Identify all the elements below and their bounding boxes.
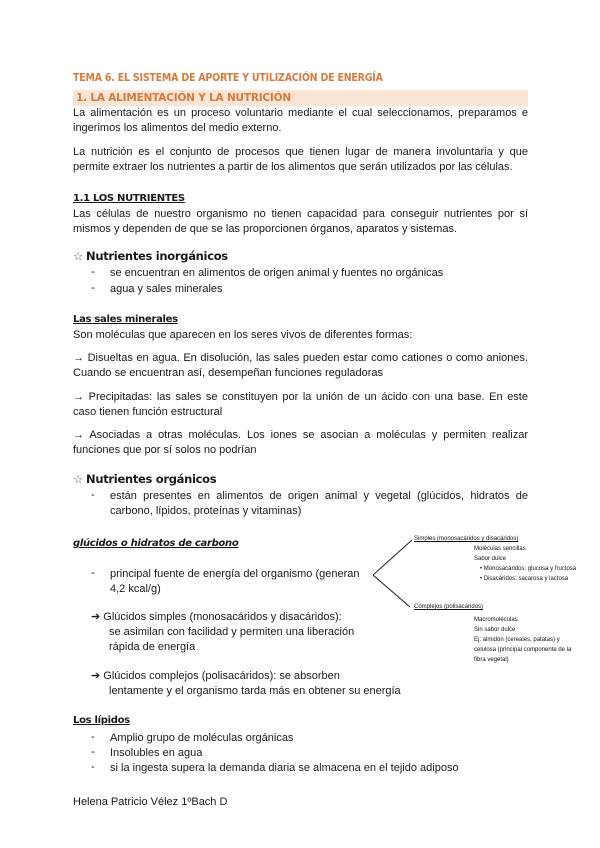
list-item: agua y sales minerales <box>110 283 223 295</box>
heading-inorganicos <box>73 249 228 263</box>
text-line: La nutrición es el conjunto de procesos que tienen lugar de manera involuntaria y que <box>73 146 528 158</box>
dash-bullet: - <box>91 489 95 501</box>
text-line: 4,2 kcal/g) <box>110 583 161 595</box>
text-line: ingerimos los alimentos del medio externo. <box>73 122 282 134</box>
subheading-sales: Las sales minerales <box>73 314 178 325</box>
dash-bullet: - <box>91 567 95 579</box>
paragraph-asociadas <box>73 428 528 458</box>
subheading-nutrientes: 1.1 LOS NUTRIENTES <box>73 193 185 204</box>
list-item <box>91 610 354 655</box>
text-line: funciones que por sí solos no podrían <box>73 444 257 456</box>
text-line: → Disueltas en agua. En disolución, las sales pueden estar como cationes o como aniones. <box>73 352 528 364</box>
sales-intro: Son moléculas que aparecen en los seres vivos de diferentes formas: <box>73 329 413 341</box>
subheading-glucidos: glúcidos o hidratos de carbono <box>73 538 239 549</box>
paragraph-nutrientes <box>73 207 528 237</box>
text-line: → Precipitadas: las sales se constituyen por la unión de un ácido con una base. En este <box>73 391 528 403</box>
diagram-text: Sabor dulce <box>474 556 507 562</box>
section-heading: 1. LA ALIMENTACIÓN Y LA NUTRICIÓN <box>76 92 291 104</box>
diagram-text: Macromoléculas <box>474 617 518 623</box>
diagram-text: • Monosacáridos: glucosa y fructosa <box>480 566 577 572</box>
page-footer: Helena Patricio Vélez 1ºBach D <box>73 796 228 808</box>
text-line: están presentes en alimentos de origen animal y vegetal (glúcidos, hidratos de <box>110 490 528 502</box>
text-line: caso tienen función estructural <box>73 406 223 418</box>
text-line: principal fuente de energía del organismo (generan <box>110 568 360 580</box>
text-line: permite extraer los nutrientes a partir de los alimentos que serán utilizados por las células. <box>73 161 513 173</box>
list-item: Amplio grupo de moléculas orgánicas <box>110 732 294 744</box>
diagram-text: Sin sabor dulce <box>474 627 516 633</box>
paragraph-disueltas <box>73 351 528 381</box>
heading-text: Nutrientes inorgánicos <box>86 249 228 263</box>
diagram-text: Moléculas sencillas <box>474 546 526 552</box>
paragraph-nutricion <box>73 145 528 175</box>
dash-bullet: - <box>91 282 95 294</box>
paragraph-precipitadas <box>73 390 528 420</box>
star-icon: ☆ <box>73 472 84 486</box>
text-line: Las células de nuestro organismo no tienen capacidad para conseguir nutrientes por sí <box>73 208 528 220</box>
diagram-text: fibra vegetal) <box>474 657 509 663</box>
diagram-text: celulosa (principal componente de la <box>474 647 572 653</box>
list-item <box>91 669 401 699</box>
text-line: ➔ Glúcidos complejos (polisacáridos): se absorben <box>91 670 340 682</box>
document-title: TEMA 6. EL SISTEMA DE APORTE Y UTILIZACIÓN DE ENERGÍA <box>73 72 383 84</box>
star-icon: ☆ <box>73 249 84 263</box>
text-line: → Asociadas a otras moléculas. Los iones se asocian a moléculas y permiten realizar <box>73 429 528 441</box>
list-item <box>110 567 360 597</box>
list-item: Insolubles en agua <box>110 747 203 759</box>
text-line: mismos y dependen de que se las proporcionen órganos, aparatos y sistemas. <box>73 223 457 235</box>
text-line: rápida de energía <box>109 641 196 653</box>
text-line: ➔ Glúcidos simples (monosacáridos y disacáridos): <box>91 611 342 623</box>
dash-bullet: - <box>91 761 95 773</box>
diagram-text: Ej: almidón (cereales, patatas) y <box>474 637 560 643</box>
text-line: Cuando se encuentran así, desempeñan funciones reguladoras <box>73 367 384 379</box>
list-item: se encuentran en alimentos de origen animal y fuentes no orgánicas <box>110 267 444 279</box>
list-item: si la ingesta supera la demanda diaria se almacena en el tejido adiposo <box>110 762 459 774</box>
dash-bullet: - <box>91 731 95 743</box>
text-line: La alimentación es un proceso voluntario mediante el cual seleccionamos, preparamos e <box>73 107 528 119</box>
text-line: lentamente y el organismo tarda más en obtener su energía <box>109 685 401 697</box>
paragraph-alimentacion <box>73 106 528 136</box>
dash-bullet: - <box>91 746 95 758</box>
text-line: carbono, lípidos, proteínas y vitaminas) <box>110 505 302 517</box>
diagram-simples: Simples (monosacáridos y disacáridos) <box>414 536 519 542</box>
dash-bullet: - <box>91 266 95 278</box>
diagram-text: • Disacáridos: sacarosa y lactosa <box>480 576 569 582</box>
subheading-lipidos: Los lípidos <box>73 715 130 726</box>
heading-text: Nutrientes orgánicos <box>86 472 217 486</box>
heading-organicos <box>73 472 216 486</box>
list-item <box>110 489 528 519</box>
diagram-complejos: Complejos (polisacáridos) <box>414 604 484 610</box>
text-line: se asimilan con facilidad y permiten una liberación <box>109 626 355 638</box>
